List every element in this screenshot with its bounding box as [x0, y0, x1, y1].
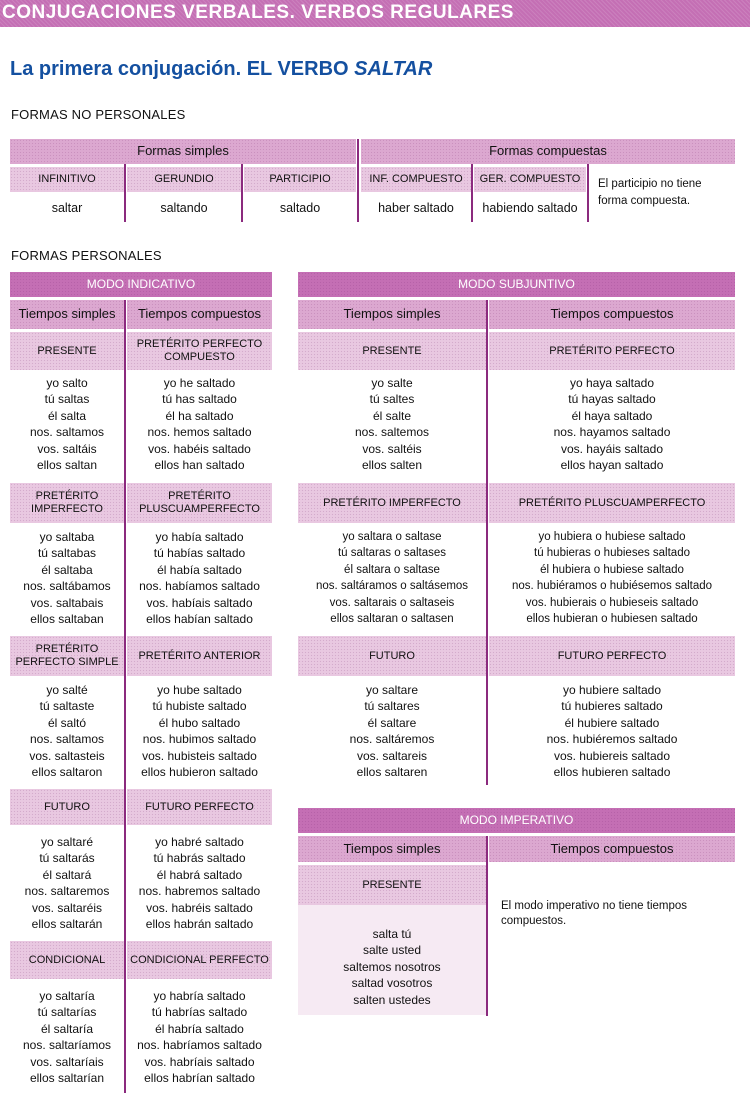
val-inf-compuesto: haber saltado: [378, 200, 454, 215]
tense-label: PRETÉRITO ANTERIOR: [127, 636, 272, 676]
conjugation-block: yo haya saltado tú hayas saltado él haya saltado nos. hayamos saltado vos. hayáis saltado ellos hayan saltado: [553, 376, 671, 473]
conjugation-block: yo saltare tú saltares él saltare nos. saltáremos vos. saltareis ellos saltaren: [349, 683, 435, 780]
conjugation-block: yo hubiere saltado tú hubieres saltado él hubiere saltado nos. hubiéremos saltado vos. hubiereis saltado ellos hubieren saltado: [546, 683, 678, 780]
tense-label: PRETÉRITO PLUSCUAMPERFECTO: [127, 483, 272, 523]
tense-label: FUTURO: [10, 789, 124, 825]
indicativo-col-simples: Tiempos simples: [10, 300, 124, 329]
conjugation-block: yo salto tú saltas él salta nos. saltamos vos. saltáis ellos saltan: [29, 376, 105, 473]
section-heading-personales: FORMAS PERSONALES: [11, 248, 162, 263]
tense-label: CONDICIONAL: [10, 941, 124, 979]
tense-label: PRETÉRITO IMPERFECTO: [298, 483, 486, 523]
conjugation-block: yo saltaba tú saltabas él saltaba nos. saltábamos vos. saltabais ellos saltaban: [23, 530, 111, 627]
col-participio: PARTICIPIO: [244, 167, 356, 192]
val-ger-compuesto: habiendo saltado: [482, 200, 578, 215]
note-imperativo: El modo imperativo no tiene tiempos compuestos.: [501, 900, 688, 927]
imperativo-col-compuestos: Tiempos compuestos: [489, 836, 735, 862]
subjuntivo-col-simples: Tiempos simples: [298, 300, 486, 329]
tense-label: PRETÉRITO PERFECTO SIMPLE: [10, 636, 124, 676]
note-participio: El participio no tiene forma compuesta.: [598, 178, 702, 207]
imperativo-col-simples: Tiempos simples: [298, 836, 486, 862]
val-infinitivo: saltar: [51, 200, 83, 215]
val-participio: saltado: [279, 200, 321, 215]
header-formas-simples: Formas simples: [10, 139, 356, 164]
col-inf-compuesto: INF. COMPUESTO: [361, 167, 471, 192]
indicativo-title: MODO INDICATIVO: [10, 272, 272, 297]
conjugation-block: yo hubiera o hubiese saltado tú hubieras o hubieses saltado él hubiera o hubiese saltado nos. hubiéramos o hubiésemos saltado vos. hubierais o hubieseis saltado ellos hubieran o hubiesen saltado: [511, 531, 713, 626]
indicativo-col-compuestos: Tiempos compuestos: [127, 300, 272, 329]
conjugation-block: yo hube saltado tú hubiste saltado él hubo saltado nos. hubimos saltado vos. hubisteis saltado ellos hubieron saltado: [141, 683, 258, 780]
conjugation-block: salta tú salte usted saltemos nosotros saltad vosotros salten ustedes: [343, 927, 441, 1007]
col-infinitivo: INFINITIVO: [10, 167, 124, 192]
banner-title: CONJUGACIONES VERBALES. VERBOS REGULARES: [2, 2, 514, 23]
tense-label: FUTURO PERFECTO: [127, 789, 272, 825]
tense-label: PRESENTE: [10, 332, 124, 370]
page-title: [10, 58, 432, 81]
val-gerundio: saltando: [160, 200, 208, 215]
tense-label: PRETÉRITO PLUSCUAMPERFECTO: [489, 483, 735, 523]
subjuntivo-title: MODO SUBJUNTIVO: [298, 272, 735, 297]
conjugation-block: yo había saltado tú habías saltado él había saltado nos. habíamos saltado vos. habíais saltado ellos habían saltado: [139, 530, 260, 627]
page-banner: [0, 0, 750, 27]
header-formas-compuestas: Formas compuestas: [361, 139, 735, 164]
conjugation-block: yo habría saltado tú habrías saltado él habría saltado nos. habríamos saltado vos. habríais saltado ellos habrían saltado: [137, 989, 262, 1086]
tense-label: CONDICIONAL PERFECTO: [127, 941, 272, 979]
conjugation-block: yo saltaría tú saltarías él saltaría nos. saltaríamos vos. saltaríais ellos saltarían: [22, 989, 112, 1086]
tense-label: PRESENTE: [298, 332, 486, 370]
tense-label: PRETÉRITO PERFECTO: [489, 332, 735, 370]
conjugation-block: yo saltara o saltase tú saltaras o saltases él saltara o saltase nos. saltáramos o saltásemos vos. saltarais o saltaseis ellos saltaran o saltasen: [315, 531, 469, 626]
conjugation-block: yo he saltado tú has saltado él ha saltado nos. hemos saltado vos. habéis saltado ellos han saltado: [147, 376, 252, 473]
section-heading-no-personales: FORMAS NO PERSONALES: [11, 107, 186, 122]
conjugation-block: yo salte tú saltes él salte nos. saltemos vos. saltéis ellos salten: [354, 376, 430, 473]
tense-label: FUTURO: [298, 636, 486, 676]
subjuntivo-col-compuestos: Tiempos compuestos: [489, 300, 735, 329]
tense-label: PRETÉRITO PERFECTO COMPUESTO: [127, 332, 272, 370]
col-gerundio: GERUNDIO: [127, 167, 241, 192]
tense-label: FUTURO PERFECTO: [489, 636, 735, 676]
conjugation-block: yo saltaré tú saltarás él saltará nos. saltaremos vos. saltaréis ellos saltarán: [24, 835, 110, 932]
imperativo-title: MODO IMPERATIVO: [298, 808, 735, 833]
conjugation-block: yo habré saltado tú habrás saltado él habrá saltado nos. habremos saltado vos. habréis saltado ellos habrán saltado: [138, 835, 261, 932]
title-verb: SALTAR: [354, 58, 433, 80]
col-ger-compuesto: GER. COMPUESTO: [474, 167, 586, 192]
title-prefix: La primera conjugación. EL VERBO: [10, 58, 355, 80]
tense-label: PRETÉRITO IMPERFECTO: [10, 483, 124, 523]
tense-label: PRESENTE: [298, 865, 486, 905]
conjugation-block: yo salté tú saltaste él saltó nos. saltamos vos. saltasteis ellos saltaron: [29, 683, 105, 780]
